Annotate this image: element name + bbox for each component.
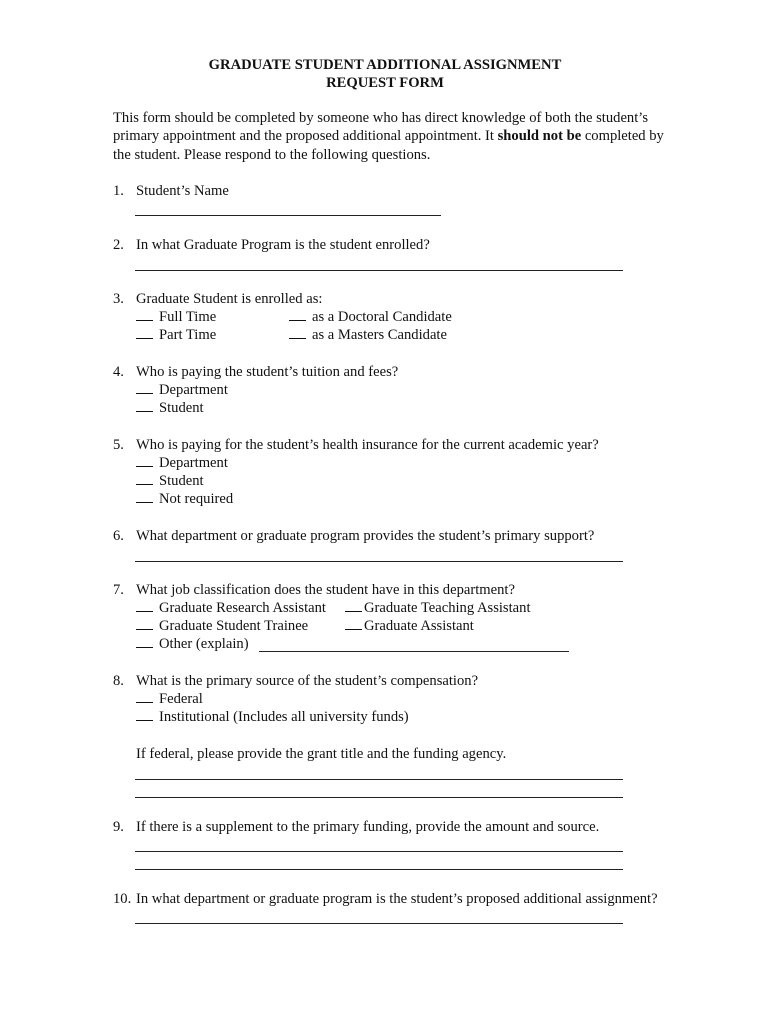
checkbox-blank[interactable] — [289, 308, 306, 321]
checkbox-blank[interactable] — [289, 326, 306, 339]
intro-text-1: This form should be completed by someone who has direct knowledge of both the student’s primary appointment and the proposed additional appointment. It — [113, 110, 649, 145]
q7-text: What job classification does the student have in this department? — [136, 582, 515, 598]
option-label: as a Masters Candidate — [312, 327, 447, 343]
checkbox-blank[interactable] — [345, 617, 362, 630]
option-label: Student — [159, 473, 204, 489]
checkbox-blank[interactable] — [136, 490, 153, 503]
option-label: Graduate Research Assistant — [159, 600, 326, 616]
q7-option-ga[interactable] — [345, 617, 474, 635]
option-label: Part Time — [159, 327, 217, 343]
intro-bold-text: should not be — [497, 128, 582, 145]
option-label: Department — [159, 455, 228, 471]
option-label: Not required — [159, 491, 234, 507]
checkbox-blank[interactable] — [136, 617, 153, 630]
checkbox-blank[interactable] — [136, 599, 153, 612]
q9-answer-line-1[interactable] — [135, 851, 623, 852]
option-label: Graduate Student Trainee — [159, 618, 309, 634]
q7-explain-line[interactable] — [259, 651, 569, 652]
q7-option-gta[interactable] — [345, 599, 531, 617]
q5-option-student[interactable] — [136, 472, 204, 490]
option-label: Student — [159, 400, 204, 416]
checkbox-blank[interactable] — [136, 454, 153, 467]
q7-number: 7. — [113, 582, 124, 598]
q4-option-student[interactable] — [136, 399, 204, 417]
q4-text: Who is paying the student’s tuition and fees? — [136, 364, 399, 380]
q1-text: Student’s Name — [136, 183, 229, 199]
q8-option-institutional[interactable] — [136, 708, 409, 726]
option-label: Department — [159, 382, 228, 398]
option-label: Federal — [159, 691, 203, 707]
q1-number: 1. — [113, 183, 124, 199]
q8-answer-line-2[interactable] — [135, 797, 623, 798]
checkbox-blank[interactable] — [136, 472, 153, 485]
option-label: Institutional (Includes all university funds) — [159, 709, 409, 725]
q3-option-masters[interactable] — [289, 326, 447, 344]
q5-option-department[interactable] — [136, 454, 228, 472]
form-title-line2: REQUEST FORM — [326, 75, 444, 91]
q4-option-department[interactable] — [136, 381, 228, 399]
option-label: Graduate Assistant — [364, 618, 474, 634]
q5-option-not-required[interactable] — [136, 490, 233, 508]
q2-text: In what Graduate Program is the student enrolled? — [136, 237, 430, 253]
q9-answer-line-2[interactable] — [135, 869, 623, 870]
q10-answer-line[interactable] — [135, 923, 623, 924]
q4-number: 4. — [113, 364, 124, 380]
q3-text: Graduate Student is enrolled as: — [136, 291, 323, 307]
q3-option-full-time[interactable] — [136, 308, 216, 326]
q2-answer-line[interactable] — [135, 270, 623, 271]
q3-option-doctoral[interactable] — [289, 308, 452, 326]
intro-paragraph — [113, 109, 683, 164]
checkbox-blank[interactable] — [136, 708, 153, 721]
q6-number: 6. — [113, 528, 124, 544]
q6-answer-line[interactable] — [135, 561, 623, 562]
intro-text-2: completed by the student. Please respond to the following questions. — [113, 128, 664, 163]
q7-option-gst[interactable] — [136, 617, 308, 635]
option-label: Graduate Teaching Assistant — [364, 600, 531, 616]
checkbox-blank[interactable] — [136, 381, 153, 394]
option-label: as a Doctoral Candidate — [312, 309, 452, 325]
q6-text: What department or graduate program provides the student’s primary support? — [136, 528, 595, 544]
q5-text: Who is paying for the student’s health insurance for the current academic year? — [136, 437, 599, 453]
option-label: Full Time — [159, 309, 217, 325]
q8-option-federal[interactable] — [136, 690, 203, 708]
q8-answer-line-1[interactable] — [135, 779, 623, 780]
checkbox-blank[interactable] — [136, 399, 153, 412]
q8-number: 8. — [113, 673, 124, 689]
option-label: Other (explain) — [159, 636, 249, 652]
checkbox-blank[interactable] — [345, 599, 362, 612]
q8-text: What is the primary source of the student’s compensation? — [136, 673, 479, 689]
q9-text: If there is a supplement to the primary funding, provide the amount and source. — [136, 819, 600, 835]
q2-number: 2. — [113, 237, 124, 253]
checkbox-blank[interactable] — [136, 635, 153, 648]
q7-option-gra[interactable] — [136, 599, 326, 617]
q9-number: 9. — [113, 819, 124, 835]
q8-followup-text: If federal, please provide the grant title and the funding agency. — [136, 746, 507, 762]
checkbox-blank[interactable] — [136, 326, 153, 339]
checkbox-blank[interactable] — [136, 690, 153, 703]
q10-text: In what department or graduate program is the student’s proposed additional assignment? — [136, 891, 658, 907]
checkbox-blank[interactable] — [136, 308, 153, 321]
q7-option-other[interactable] — [136, 635, 249, 653]
q3-option-part-time[interactable] — [136, 326, 216, 344]
q3-number: 3. — [113, 291, 124, 307]
q5-number: 5. — [113, 437, 124, 453]
q10-number: 10. — [113, 891, 132, 907]
q1-answer-line[interactable] — [135, 215, 441, 216]
form-title-line1: GRADUATE STUDENT ADDITIONAL ASSIGNMENT — [208, 57, 562, 73]
